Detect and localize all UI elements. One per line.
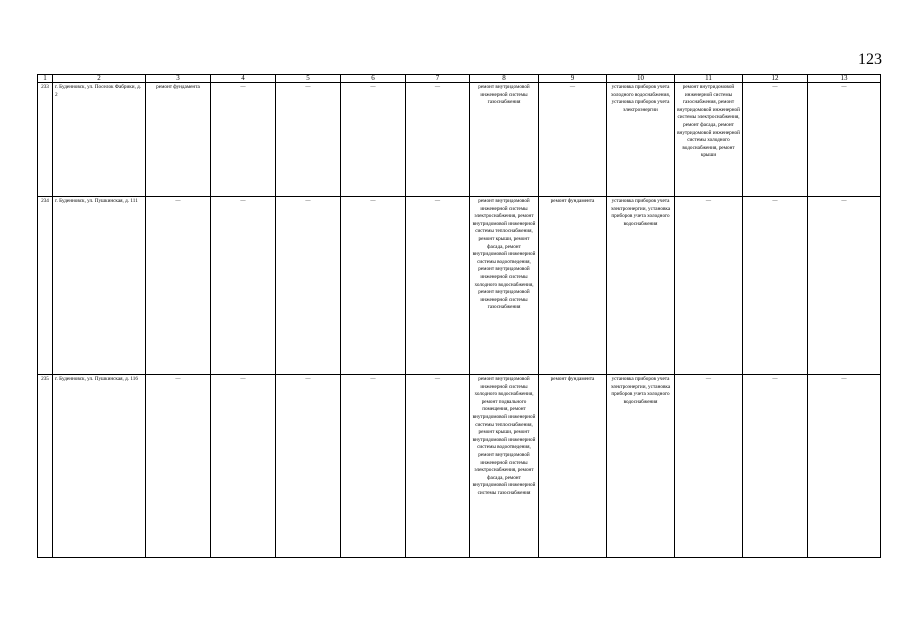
col-header-11: 11 — [675, 75, 743, 83]
dash-cell: — — [743, 375, 808, 558]
col-header-10: 10 — [607, 75, 675, 83]
dash-cell: — — [211, 197, 276, 375]
dash-cell: — — [539, 83, 607, 197]
table-row — [38, 83, 881, 197]
col-header-8: 8 — [470, 75, 539, 83]
dash-cell: — — [276, 197, 341, 375]
dash-cell: — — [743, 83, 808, 197]
col-header-13: 13 — [808, 75, 881, 83]
dash-cell: — — [341, 375, 406, 558]
dash-cell: — — [743, 197, 808, 375]
dash-cell: — — [406, 83, 470, 197]
table-row — [38, 197, 881, 375]
dash-cell: — — [808, 83, 881, 197]
dash-cell: — — [341, 197, 406, 375]
row-number: 233 — [38, 83, 53, 197]
dash-cell: — — [146, 197, 211, 375]
col-header-2: 2 — [53, 75, 146, 83]
dash-cell: — — [211, 375, 276, 558]
dash-cell: — — [675, 197, 743, 375]
work-cell: установка приборов учета холодного водоснабжения, установка приборов учета электроэнергии — [607, 83, 675, 197]
register-table — [37, 74, 881, 558]
col-header-12: 12 — [743, 75, 808, 83]
work-cell: ремонт фундамента — [146, 83, 211, 197]
col-header-4: 4 — [211, 75, 276, 83]
row-number: 235 — [38, 375, 53, 558]
col-header-3: 3 — [146, 75, 211, 83]
work-cell: ремонт внутридомовой инженерной системы электроснабжения, ремонт внутридомовой инженерной системы теплоснабжения, ремонт крыши, ремонт фасада, ремонт внутридомовой инженерной системы водоотведения, ремонт внутридомовой инженерной системы холодного водоснабжения, ремонт внутридомовой инженерной системы газоснабжения — [470, 197, 539, 375]
work-cell: установка приборов учета электроэнергии, установка приборов учета холодного водоснабжения — [607, 375, 675, 558]
dash-cell: — — [341, 83, 406, 197]
dash-cell: — — [276, 375, 341, 558]
col-header-9: 9 — [539, 75, 607, 83]
work-cell: ремонт фундамента — [539, 375, 607, 558]
col-header-6: 6 — [341, 75, 406, 83]
dash-cell: — — [808, 197, 881, 375]
col-header-7: 7 — [406, 75, 470, 83]
work-cell: ремонт внутридомовой инженерной системы газоснабжения — [470, 83, 539, 197]
address-cell: г. Буденновск, ул. Пушкинская, д. 116 — [53, 375, 146, 558]
dash-cell: — — [276, 83, 341, 197]
work-cell: установка приборов учета электроэнергии, установка приборов учета холодного водоснабжения — [607, 197, 675, 375]
col-header-1: 1 — [38, 75, 53, 83]
row-number: 234 — [38, 197, 53, 375]
dash-cell: — — [406, 375, 470, 558]
page-number: 123 — [858, 51, 882, 68]
dash-cell: — — [211, 83, 276, 197]
dash-cell: — — [675, 375, 743, 558]
table-row — [38, 375, 881, 558]
address-cell: г. Буденновск, ул. Поселок Фабрики, д. 2 — [53, 83, 146, 197]
work-cell: ремонт фундамента — [539, 197, 607, 375]
work-cell: ремонт внутридомовой инженерной системы холодного водоснабжения, ремонт подвального помещения, ремонт внутридомовой инженерной системы теплоснабжения, ремонт крыши, ремонт внутридомовой инженерной системы водоотведения, ремонт внутридомовой инженерной системы электроснабжения, ремонт фасада, ремонт внутридомовой инженерной системы газоснабжения — [470, 375, 539, 558]
dash-cell: — — [146, 375, 211, 558]
col-header-5: 5 — [276, 75, 341, 83]
header-row — [38, 75, 881, 83]
work-cell: ремонт внутридомовой инженерной системы газоснабжения, ремонт внутридомовой инженерной системы электроснабжения, ремонт фасада, ремонт внутридомовой инженерной системы холодного водоснабжения, ремонт крыши — [675, 83, 743, 197]
dash-cell: — — [808, 375, 881, 558]
address-cell: г. Буденновск, ул. Пушкинская, д. 111 — [53, 197, 146, 375]
dash-cell: — — [406, 197, 470, 375]
